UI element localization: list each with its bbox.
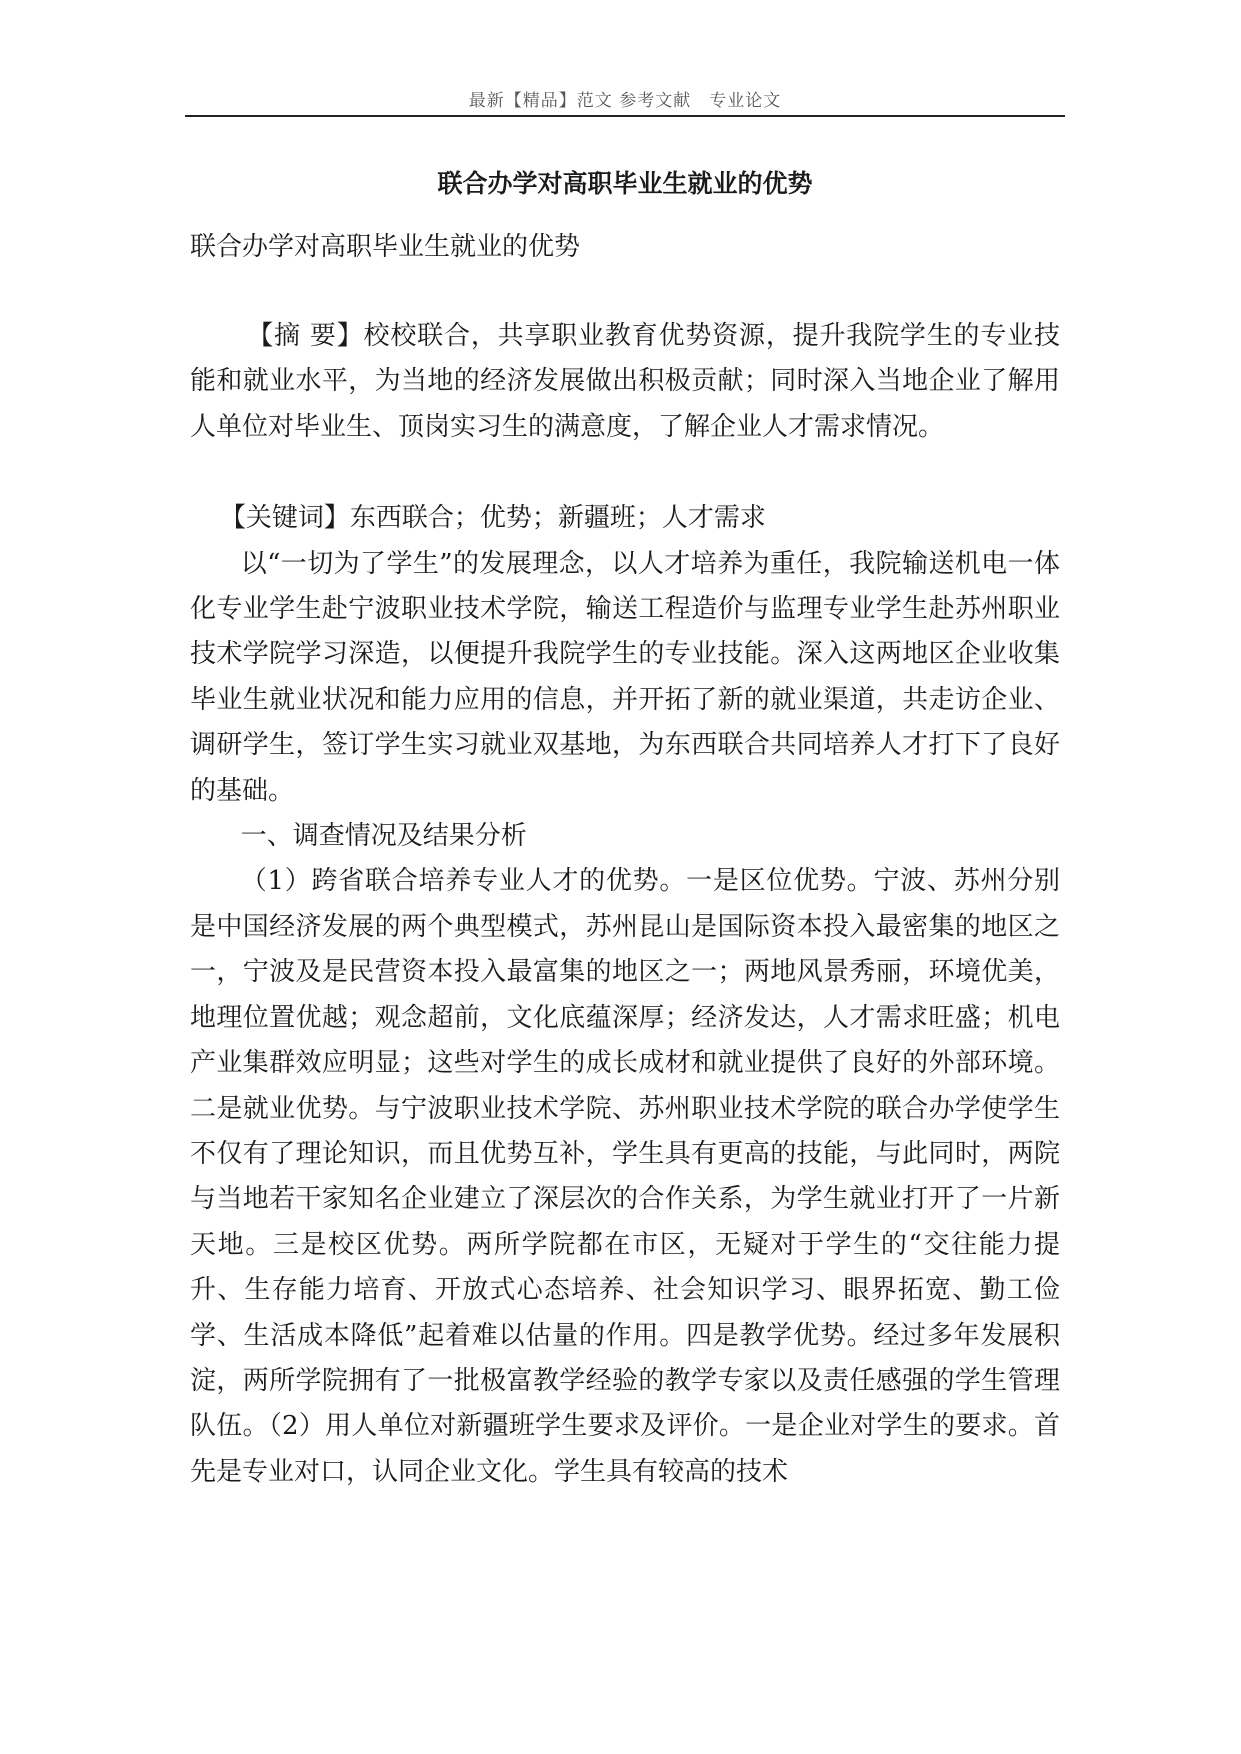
keywords-paragraph: 【关键词】东西联合；优势；新疆班；人才需求 [219,503,766,534]
document-subtitle: 联合办学对高职毕业生就业的优势 [190,232,581,262]
document-title: 联合办学对高职毕业生就业的优势 [437,169,813,198]
spacer [190,450,1060,496]
body-paragraph: （1）跨省联合培养专业人才的优势。一是区位优势。宁波、苏州分别是中国经济发展的两个典型模式，苏州昆山是国际资本投入最密集的地区之一，宁波及是民营资本投入最富集的地区之一；两地风景秀丽，环境优美，地理位置优越；观念超前，文化底蕴深厚；经济发达，人才需求旺盛；机电产业集群效应明显；这些对学生的成长成材和就业提供了良好的外部环境。二是就业优势。与宁波职业技术学院、苏州职业技术学院的联合办学使学生不仅有了理论知识，而且优势互补，学生具有更高的技能，与此同时，两院与当地若干家知名企业建立了深层次的合作关系，为学生就业打开了一片新天地。三是校区优势。两所学院都在市区，无疑对于学生的“交往能力提升、生存能力培育、开放式心态培养、社会知识学习、眼界拓宽、勤工俭学、生活成本降低”起着难以估量的作用。四是教学优势。经过多年发展积淀，两所学院拥有了一批极富教学经验的教学专家以及责任感强的学生管理队伍。（2）用人单位对新疆班学生要求及评价。一是企业对学生的要求。首先是专业对口，认同企业文化。学生具有较高的技术 [190,866,1060,1487]
document-body [190,314,1060,1495]
section-heading: 一、调查情况及结果分析 [240,821,527,852]
header-divider [185,115,1065,117]
abstract-paragraph: 【摘 要】校校联合，共享职业教育优势资源，提升我院学生的专业技能和就业水平，为当地的经济发展做出积极贡献；同时深入当地企业了解用人单位对毕业生、顶岗实习生的满意度，了解企业人才需求情况。 [190,321,1060,442]
page-header-text: 最新【精品】范文 参考文献 专业论文 [468,91,782,111]
body-paragraph: 以“一切为了学生”的发展理念，以人才培养为重任，我院输送机电一体化专业学生赴宁波职业技术学院，输送工程造价与监理专业学生赴苏州职业技术学院学习深造，以便提升我院学生的专业技能。深入这两地区企业收集毕业生就业状况和能力应用的信息，并开拓了新的就业渠道，共走访企业、调研学生，签订学生实习就业双基地，为东西联合共同培养人才打下了良好的基础。 [190,548,1060,806]
